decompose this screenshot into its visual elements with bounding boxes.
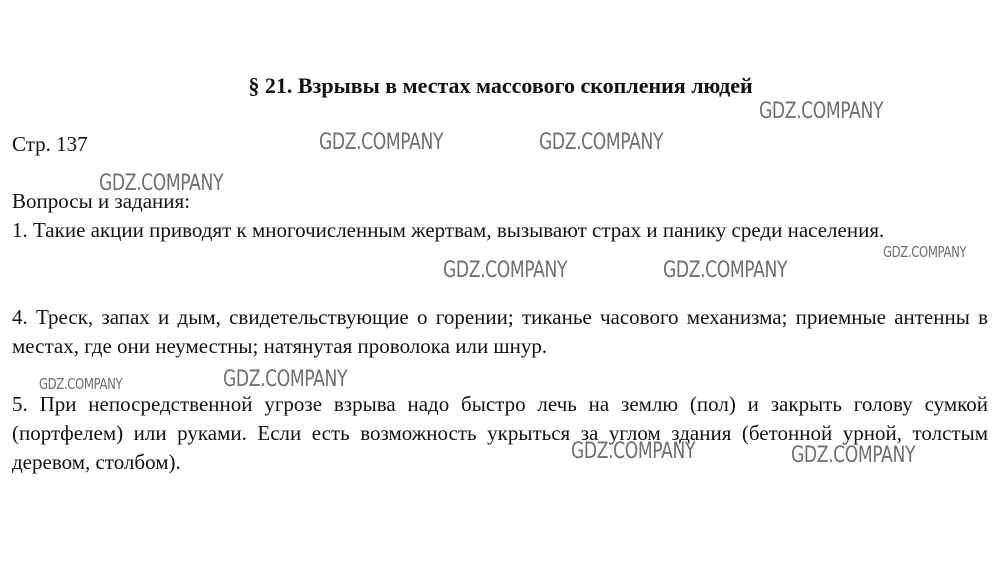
watermark: GDZ.COMPANY [223,367,348,392]
page-title: § 21. Взрывы в местах массового скопления людей [248,73,753,98]
watermark: GDZ.COMPANY [99,171,224,196]
section-heading: Вопросы и задания: [12,189,191,213]
answer-4: 4. Треск, запах и дым, свидетельствующие о горении; тиканье часового механизма; приемные антенны в местах, где они неуместны; натянутая проволока или шнур. [12,305,988,358]
watermark: GDZ.COMPANY [663,258,788,283]
answer-5: 5. При непосредственной угрозе взрыва надо быстро лечь на землю (пол) и закрыть голову сумкой (портфелем) или руками. Если есть возможность укрыться за углом здания (бетонной урной, толстым деревом, столбом). [12,392,988,474]
watermark: GDZ.COMPANY [319,130,444,155]
page-reference: Стр. 137 [12,132,88,156]
watermark: GDZ.COMPANY [539,130,664,155]
watermark: GDZ.COMPANY [883,243,967,261]
watermark: GDZ.COMPANY [443,258,568,283]
watermark: GDZ.COMPANY [759,99,884,124]
watermark: GDZ.COMPANY [791,443,916,468]
watermark: GDZ.COMPANY [39,375,123,393]
answer-1: 1. Такие акции приводят к многочисленным жертвам, вызывают страх и панику среди населения. [12,218,885,242]
watermark: GDZ.COMPANY [571,439,696,464]
